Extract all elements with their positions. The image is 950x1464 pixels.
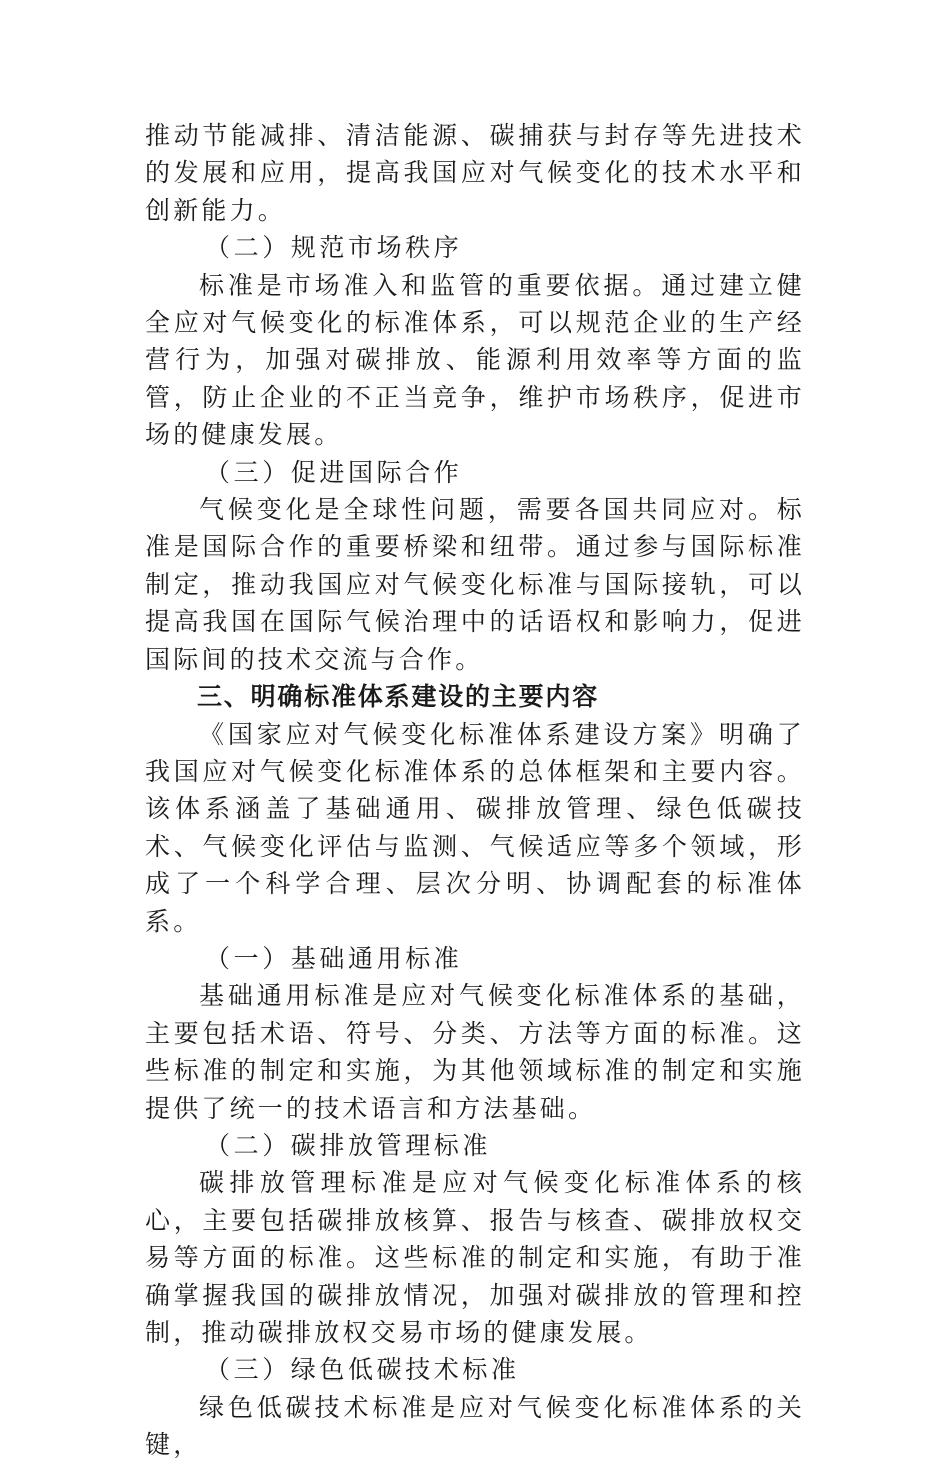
paragraph-international-cooperation: 气候变化是全球性问题，需要各国共同应对。标准是国际合作的重要桥梁和纽带。通过参与国际标准制定，推动我国应对气候变化标准与国际接轨，可以提高我国在国际气候治理中的话语权和影响力，促进国际间的技术交流与合作。 (145, 495, 805, 674)
paragraph-carbon-emission-standards: 碳排放管理标准是应对气候变化标准体系的核心，主要包括碳排放核算、报告与核查、碳排放权交易等方面的标准。这些标准的制定和实施，有助于准确掌握我国的碳排放情况，加强对碳排放的管理和控制，推动碳排放权交易市场的健康发展。 (145, 1168, 805, 1347)
subheading-international-cooperation: （三）促进国际合作 (205, 457, 463, 487)
document-body (145, 117, 805, 1464)
paragraph-continued: 推动节能减排、清洁能源、碳捕获与封存等先进技术的发展和应用，提高我国应对气候变化的技术水平和创新能力。 (145, 121, 805, 225)
subheading-green-low-carbon-standards: （三）绿色低碳技术标准 (205, 1355, 520, 1385)
subheading-basic-general-standards: （一）基础通用标准 (205, 943, 463, 973)
paragraph-standard-system-plan: 《国家应对气候变化标准体系建设方案》明确了我国应对气候变化标准体系的总体框架和主要内容。该体系涵盖了基础通用、碳排放管理、绿色低碳技术、气候变化评估与监测、气候适应等多个领域，形成了一个科学合理、层次分明、协调配套的标准体系。 (145, 719, 805, 936)
paragraph-green-low-carbon-standards: 绿色低碳技术标准是应对气候变化标准体系的关键， (145, 1392, 805, 1460)
section-heading-main-content: 三、明确标准体系建设的主要内容 (197, 682, 600, 712)
paragraph-basic-general-standards: 基础通用标准是应对气候变化标准体系的基础，主要包括术语、符号、分类、方法等方面的标准。这些标准的制定和实施，为其他领域标准的制定和实施提供了统一的技术语言和方法基础。 (145, 981, 805, 1123)
subheading-regulate-market: （二）规范市场秩序 (205, 233, 463, 263)
paragraph-market-order: 标准是市场准入和监管的重要依据。通过建立健全应对气候变化的标准体系，可以规范企业的生产经营行为，加强对碳排放、能源利用效率等方面的监管，防止企业的不正当竞争，维护市场秩序，促进市场的健康发展。 (145, 270, 805, 450)
subheading-carbon-emission-standards: （二）碳排放管理标准 (205, 1130, 492, 1160)
